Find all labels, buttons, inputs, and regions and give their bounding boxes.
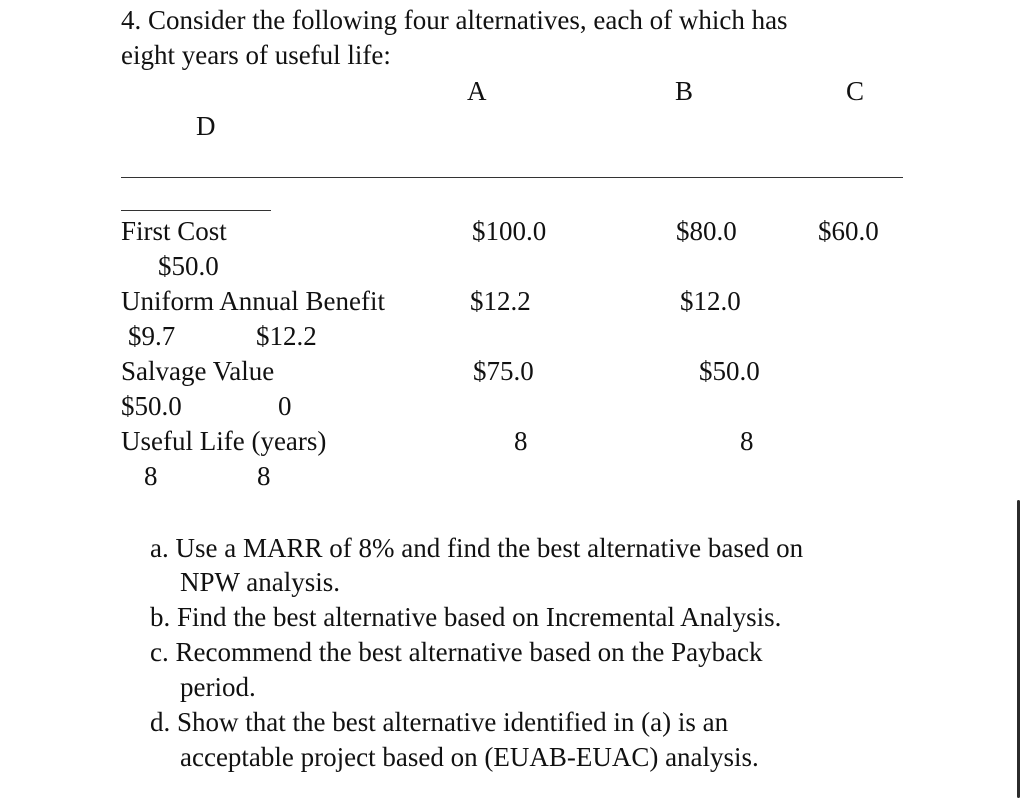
part-a-line-1: a. Use a MARR of 8% and find the best alternative based on <box>150 533 804 563</box>
table-header-rule-short <box>121 210 271 211</box>
row-label-salvage-value: Salvage Value <box>121 356 275 386</box>
part-d-line-1: d. Show that the best alternative identified in (a) is an <box>150 707 729 737</box>
table-header-rule <box>121 177 903 178</box>
first-cost-a: $100.0 <box>472 216 547 246</box>
annual-benefit-b: $12.0 <box>680 286 741 316</box>
useful-life-d: 8 <box>257 461 271 491</box>
first-cost-b: $80.0 <box>676 216 737 246</box>
question-title-line-1: 4. Consider the following four alternatives, each of which has <box>121 5 788 35</box>
part-d-line-2: acceptable project based on (EUAB-EUAC) analysis. <box>180 742 759 772</box>
part-c-line-2: period. <box>180 672 256 702</box>
column-header-b: B <box>675 76 694 106</box>
part-b-line-1: b. Find the best alternative based on Incremental Analysis. <box>150 602 782 632</box>
part-a-line-2: NPW analysis. <box>180 567 340 597</box>
part-c-line-1: c. Recommend the best alternative based on the Payback <box>150 637 763 667</box>
vertical-scrollbar[interactable] <box>1017 500 1020 798</box>
column-header-d: D <box>196 111 216 141</box>
first-cost-c: $60.0 <box>818 216 879 246</box>
row-label-first-cost: First Cost <box>121 216 227 246</box>
useful-life-c: 8 <box>144 461 158 491</box>
annual-benefit-c: $9.7 <box>128 321 176 351</box>
row-label-useful-life: Useful Life (years) <box>121 426 327 456</box>
useful-life-a: 8 <box>514 426 528 456</box>
salvage-value-c: $50.0 <box>121 391 182 421</box>
useful-life-b: 8 <box>740 426 754 456</box>
column-header-c: C <box>846 76 865 106</box>
salvage-value-a: $75.0 <box>473 356 534 386</box>
salvage-value-d: 0 <box>278 391 292 421</box>
first-cost-d: $50.0 <box>158 251 219 281</box>
column-header-a: A <box>467 76 487 106</box>
annual-benefit-d: $12.2 <box>256 321 317 351</box>
salvage-value-b: $50.0 <box>699 356 760 386</box>
row-label-uniform-annual-benefit: Uniform Annual Benefit <box>121 286 385 316</box>
annual-benefit-a: $12.2 <box>470 286 531 316</box>
question-title-line-2: eight years of useful life: <box>121 40 391 70</box>
